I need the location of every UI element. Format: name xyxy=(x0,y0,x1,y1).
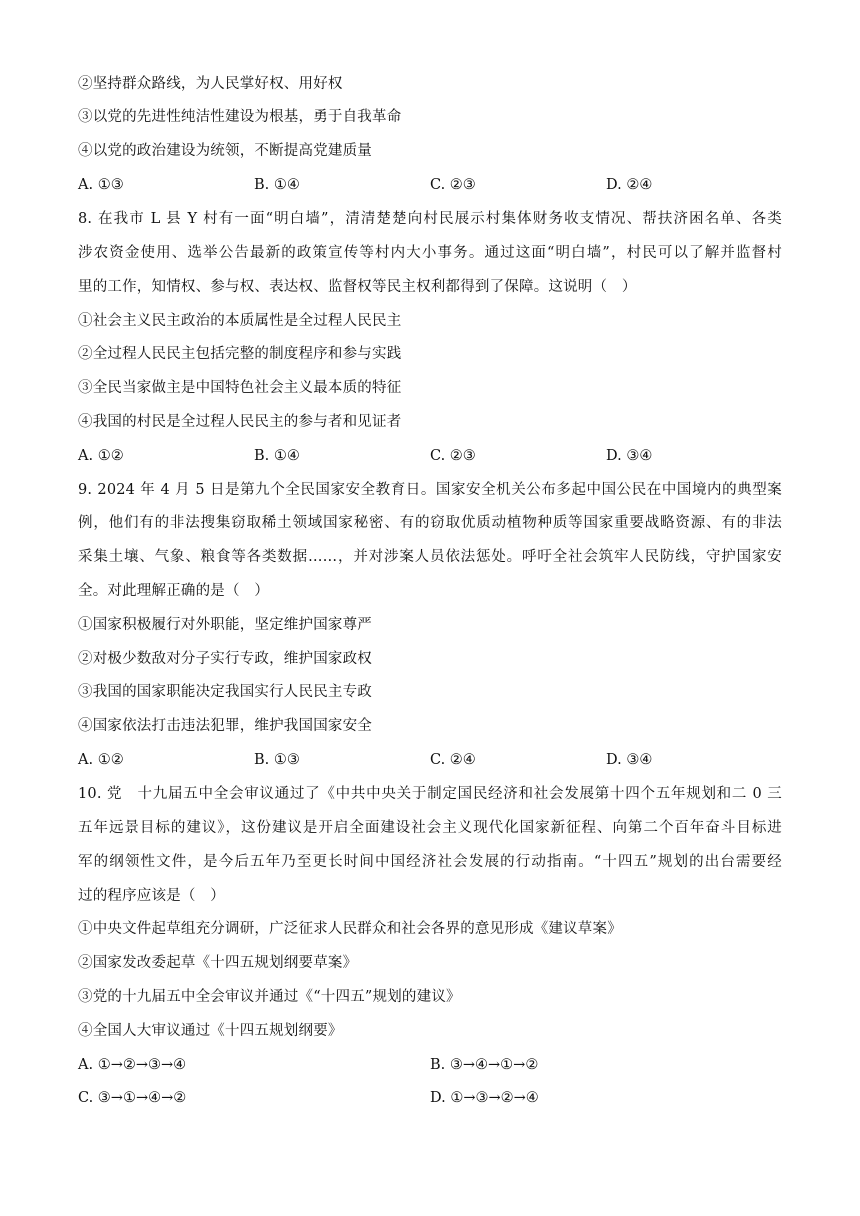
q7-option-a: A. ①③ xyxy=(78,177,124,193)
q9-option-d: D. ③④ xyxy=(606,752,653,768)
q9-option-a: A. ①② xyxy=(78,752,124,768)
q8-item-4: ④我国的村民是全过程人民民主的参与者和见证者 xyxy=(78,414,402,430)
q9-item-2: ②对极少数敌对分子实行专政，维护国家政权 xyxy=(78,651,372,667)
q8-item-3: ③全民当家做主是中国特色社会主义最本质的特征 xyxy=(78,380,402,396)
q9-stem-line-2: 例，他们有的非法搜集窃取稀土领域国家秘密、有的窃取优质动植物种质等国家重要战略资源、有的非法 xyxy=(78,515,782,531)
q8-option-a: A. ①② xyxy=(78,448,124,464)
q10-item-4: ④全国人大审议通过《十四五规划纲要》 xyxy=(78,1023,343,1039)
q10-stem-line-1: 10. 党 十九届五中全会审议通过了《中共中央关于制定国民经济和社会发展第十四个五年规划和二 0 三 xyxy=(78,786,782,802)
q9-stem-line-4: 全。对此理解正确的是（ ） xyxy=(78,583,270,599)
q10-option-a: A. ①→②→③→④ xyxy=(78,1057,187,1073)
q8-option-b: B. ①④ xyxy=(254,448,300,464)
q10-option-b: B. ③→④→①→② xyxy=(430,1057,539,1073)
q8-stem-line-2: 涉农资金使用、选举公告最新的政策宣传等村内大小事务。通过这面“明白墙”，村民可以了解并监督村 xyxy=(78,245,782,261)
q9-stem-line-1: 9. 2024 年 4 月 5 日是第九个全民国家安全教育日。国家安全机关公布多起中国公民在中国境内的典型案 xyxy=(78,482,782,498)
q8-stem-line-3: 里的工作，知情权、参与权、表达权、监督权等民主权利都得到了保障。这说明（ ） xyxy=(78,279,637,295)
q7-option-b: B. ①④ xyxy=(254,177,300,193)
q9-stem-line-3: 采集土壤、气象、粮食等各类数据……，并对涉案人员依法惩处。呼吁全社会筑牢人民防线，守护国家安 xyxy=(78,549,782,565)
q10-item-3: ③党的十九届五中全会审议并通过《“十四五”规划的建议》 xyxy=(78,989,461,1005)
q10-option-d: D. ①→③→②→④ xyxy=(430,1090,539,1106)
q9-item-1: ①国家积极履行对外职能，坚定维护国家尊严 xyxy=(78,617,372,633)
q9-item-4: ④国家依法打击违法犯罪，维护我国国家安全 xyxy=(78,718,372,734)
q8-item-2: ②全过程人民民主包括完整的制度程序和参与实践 xyxy=(78,346,402,362)
q9-item-3: ③我国的国家职能决定我国实行人民民主专政 xyxy=(78,684,372,700)
q7-option-c: C. ②③ xyxy=(430,177,476,193)
q8-item-1: ①社会主义民主政治的本质属性是全过程人民民主 xyxy=(78,313,402,329)
q9-option-b: B. ①③ xyxy=(254,752,300,768)
q7-option-d: D. ②④ xyxy=(606,177,653,193)
q8-option-d: D. ③④ xyxy=(606,448,653,464)
q10-item-2: ②国家发改委起草《十四五规划纲要草案》 xyxy=(78,955,358,971)
q8-option-c: C. ②③ xyxy=(430,448,476,464)
q10-stem-line-3: 军的纲领性文件，是今后五年乃至更长时间中国经济社会发展的行动指南。“十四五”规划的出台需要经 xyxy=(78,854,782,870)
q9-option-c: C. ②④ xyxy=(430,752,476,768)
q10-stem-line-2: 五年远景目标的建议》，这份建议是开启全面建设社会主义现代化国家新征程、向第二个百年奋斗目标进 xyxy=(78,820,782,836)
q10-stem-line-4: 过的程序应该是（ ） xyxy=(78,888,225,904)
q8-stem-line-1: 8. 在我市 L 县 Y 村有一面“明白墙”，清清楚楚向村民展示村集体财务收支情况、帮扶济困名单、各类 xyxy=(78,211,782,227)
q7-item-4: ④以党的政治建设为统领，不断提高党建质量 xyxy=(78,143,372,159)
q7-item-2: ②坚持群众路线，为人民掌好权、用好权 xyxy=(78,76,343,92)
q7-item-3: ③以党的先进性纯洁性建设为根基，勇于自我革命 xyxy=(78,109,402,125)
q10-option-c: C. ③→①→④→② xyxy=(78,1090,187,1106)
q10-item-1: ①中央文件起草组充分调研，广泛征求人民群众和社会各界的意见形成《建议草案》 xyxy=(78,921,622,937)
